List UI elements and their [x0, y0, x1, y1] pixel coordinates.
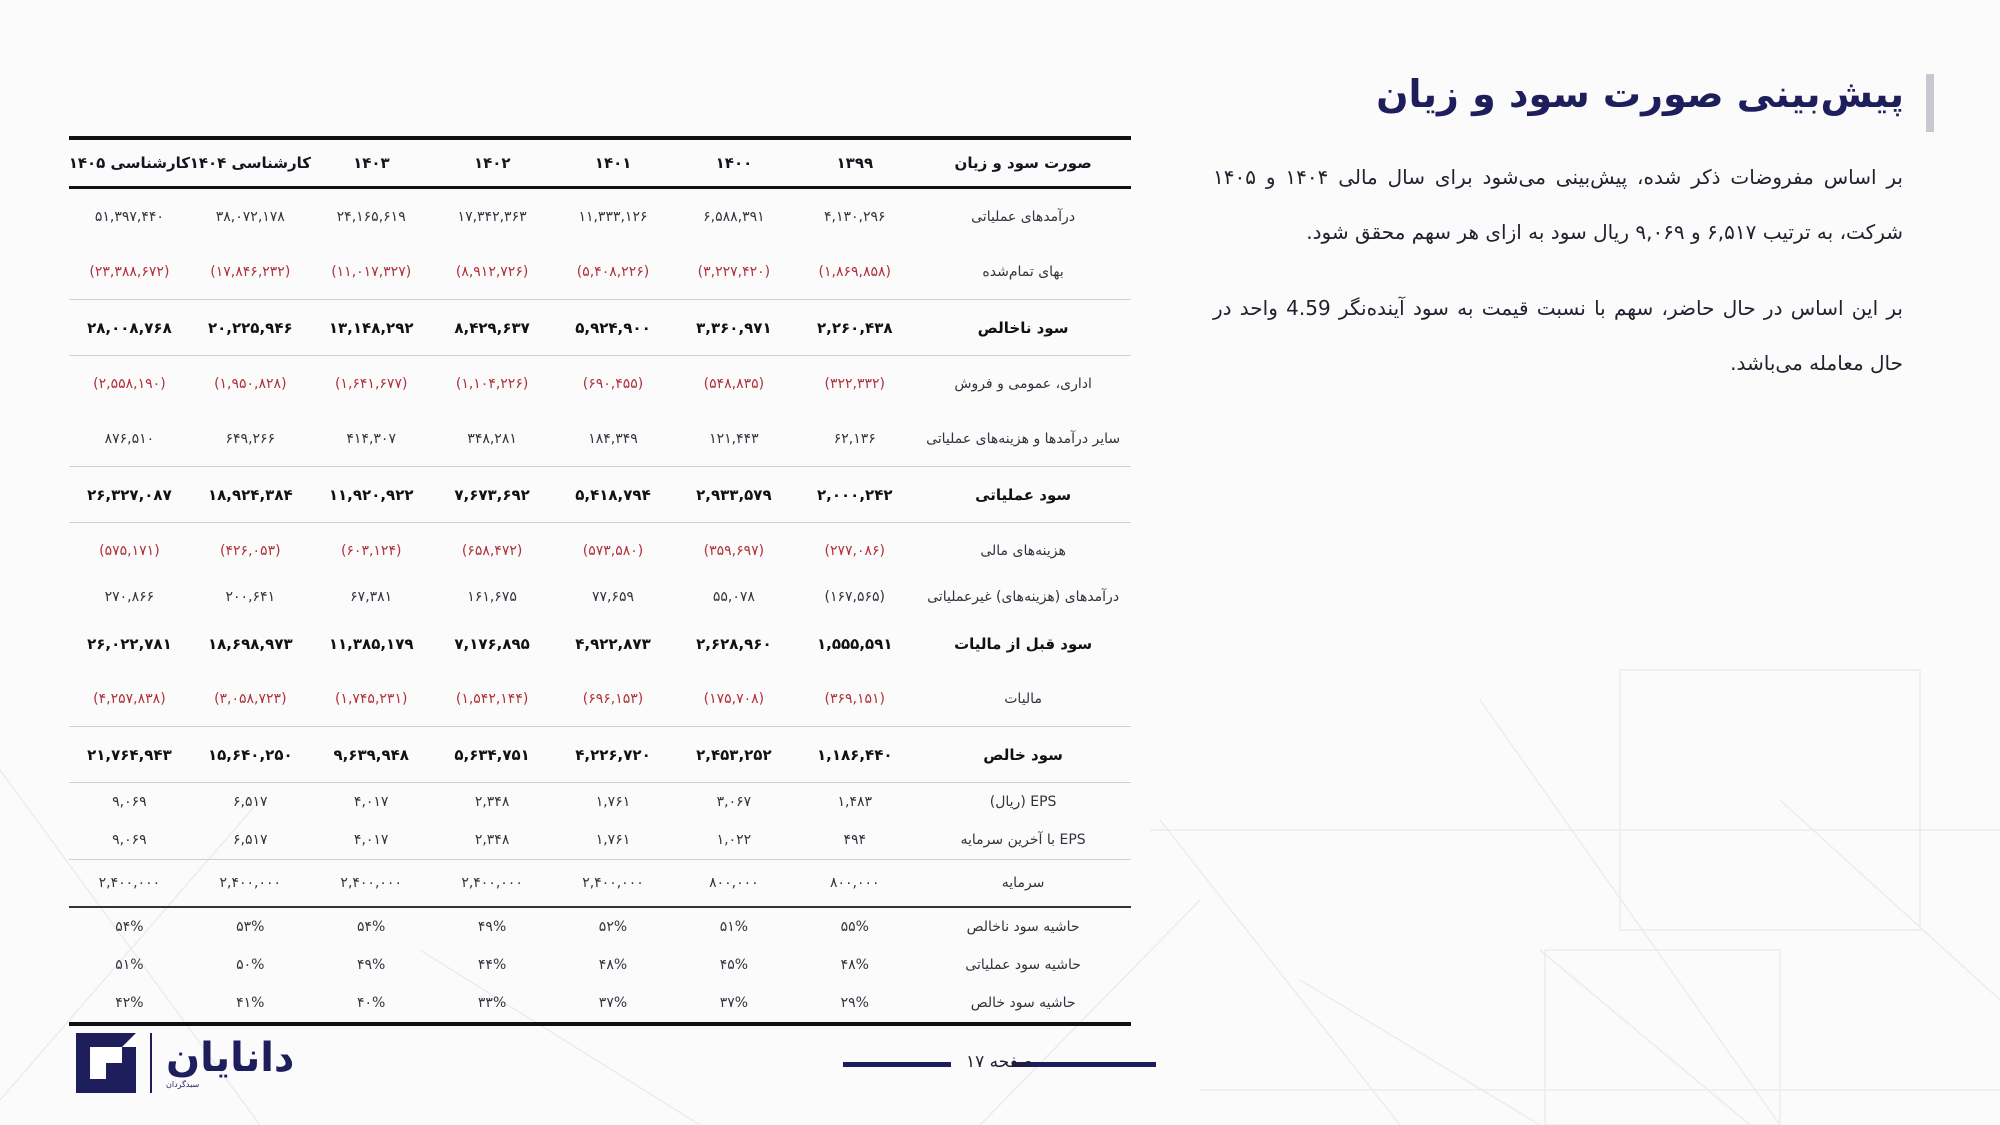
value-cell: ۴۵% — [719, 957, 749, 973]
table-row — [69, 906, 1131, 946]
table-row — [69, 522, 1131, 578]
value-cell: (۵,۴۰۸,۲۲۶) — [576, 263, 650, 280]
row-label: اداری، عمومی و فروش — [954, 375, 1092, 392]
value-cell: ۲,۴۰۰,۰۰۰ — [340, 875, 402, 891]
pe-paragraph: بر این اساس در حال حاضر، سهم با نسبت قیمت به سود آینده‌نگر 4.59 واحد در حال معامله می‌باشد. — [1213, 296, 1904, 375]
row-label: سود ناخالص — [977, 318, 1069, 337]
row-label: حاشیه سود عملیاتی — [965, 957, 1081, 973]
value-cell: (۱,۶۴۱,۶۷۷) — [334, 375, 408, 392]
value-cell: ۴,۹۲۲,۸۷۳ — [575, 634, 651, 653]
value-cell: ۱۷,۳۴۲,۳۶۳ — [457, 208, 527, 225]
header-cell: صورت سود و زیان — [954, 154, 1092, 172]
value-cell: (۵۷۳,۵۸۰) — [582, 542, 644, 559]
header-cell: ۱۴۰۰ — [715, 154, 753, 172]
value-cell: (۳,۰۵۸,۷۲۳) — [214, 690, 287, 707]
row-label: سود عملیاتی — [975, 485, 1072, 504]
value-cell: ۹,۰۶۹ — [112, 794, 147, 810]
value-cell: ۳۸,۰۷۲,۱۷۸ — [215, 208, 285, 225]
value-cell: ۴,۰۱۷ — [353, 794, 389, 810]
value-cell: ۹,۶۳۹,۹۴۸ — [333, 745, 409, 764]
value-cell: ۲۶,۰۲۲,۷۸۱ — [87, 634, 172, 653]
value-cell: ۲,۹۳۳,۵۷۹ — [696, 485, 772, 504]
value-cell: (۳۶۹,۱۵۱) — [824, 690, 886, 707]
title-accent-bar — [1926, 74, 1934, 132]
value-cell: ۴۱% — [236, 995, 265, 1011]
intro-paragraph: بر اساس مفروضات ذکر شده، پیش‌بینی می‌شود برای سال مالی ۱۴۰۴ و ۱۴۰۵ شرکت، به ترتیب ۶,۵۱۷ و ۹,۰۶۹ ریال سود به ازای هر سهم محقق شود. — [1213, 165, 1903, 244]
value-cell: (۴,۲۵۷,۸۳۸) — [93, 690, 166, 707]
value-cell: ۱۵,۶۴۰,۲۵۰ — [207, 745, 293, 764]
value-cell: ۱۳,۱۴۸,۲۹۲ — [328, 318, 414, 337]
value-cell: ۱,۱۸۶,۴۴۰ — [817, 745, 893, 764]
header-cell: کارشناسی ۱۴۰۵ — [68, 154, 190, 172]
value-cell: (۱۷,۸۴۶,۲۳۲) — [210, 263, 291, 280]
row-label: سود قبل از مالیات — [954, 634, 1093, 653]
value-cell: ۶۷,۳۸۱ — [350, 589, 393, 605]
value-cell: ۱۸,۶۹۸,۹۷۳ — [207, 634, 293, 653]
value-cell: (۶۹۶,۱۵۳) — [582, 690, 644, 707]
value-cell: ۲,۰۰۰,۲۴۲ — [817, 485, 893, 504]
value-cell: ۵۵,۰۷۸ — [712, 589, 755, 605]
value-cell: ۴,۱۳۰,۲۹۶ — [823, 208, 886, 225]
value-cell: ۲,۳۴۸ — [474, 794, 510, 810]
value-cell: ۴,۲۲۶,۷۲۰ — [575, 745, 651, 764]
row-label: هزینه‌های مالی — [980, 542, 1066, 559]
row-label: حاشیه سود ناخالص — [966, 919, 1080, 935]
value-cell: ۲۶,۳۲۷,۰۸۷ — [87, 485, 172, 504]
value-cell: ۳۷% — [719, 995, 749, 1011]
value-cell: ۶۲,۱۳۶ — [833, 430, 876, 447]
value-cell: ۴۸% — [598, 957, 628, 973]
value-cell: ۴,۰۱۷ — [353, 832, 389, 848]
table-row — [69, 821, 1131, 859]
value-cell: ۲۰۰,۶۴۱ — [225, 589, 276, 605]
value-cell: ۸۷۶,۵۱۰ — [104, 430, 155, 447]
value-cell: (۱,۹۵۰,۸۲۸) — [214, 375, 287, 392]
table-row — [69, 466, 1131, 522]
value-cell: ۴۴% — [477, 957, 507, 973]
row-label: سایر درآمدها و هزینه‌های عملیاتی — [926, 430, 1121, 447]
value-cell: ۱۸,۹۲۴,۳۸۴ — [207, 485, 293, 504]
logo-name: دانایان — [166, 1034, 295, 1081]
table-row — [69, 411, 1131, 466]
table-row — [69, 671, 1131, 726]
value-cell: (۲۷۷,۰۸۶) — [824, 542, 886, 559]
header-cell: ۱۴۰۱ — [594, 154, 632, 172]
value-cell: ۷,۶۷۳,۶۹۲ — [454, 485, 530, 504]
value-cell: ۲,۴۰۰,۰۰۰ — [461, 875, 523, 891]
value-cell: ۵۲% — [598, 919, 628, 935]
value-cell: (۶۵۸,۴۷۲) — [461, 542, 523, 559]
value-cell: ۱,۷۶۱ — [595, 794, 631, 810]
table-row — [69, 355, 1131, 411]
value-cell: ۸۰۰,۰۰۰ — [709, 875, 759, 891]
value-cell: ۶,۵۱۷ — [233, 832, 268, 848]
row-label: حاشیه سود خالص — [970, 995, 1076, 1011]
table-row — [69, 946, 1131, 984]
value-cell: (۱۱,۰۱۷,۳۲۷) — [331, 263, 412, 280]
value-cell: ۲,۴۰۰,۰۰۰ — [582, 875, 644, 891]
page-number: صفحه ۱۷ — [966, 1052, 1033, 1072]
logo-divider — [150, 1033, 152, 1093]
value-cell: (۱,۸۶۹,۸۵۸) — [818, 263, 891, 280]
value-cell: ۲,۴۰۰,۰۰۰ — [219, 875, 282, 891]
header-cell: ۱۳۹۹ — [836, 154, 874, 172]
value-cell: ۲,۲۶۰,۴۳۸ — [817, 318, 893, 337]
table-row — [69, 578, 1131, 616]
table-row — [69, 244, 1131, 299]
value-cell: ۶,۵۱۷ — [233, 794, 268, 810]
value-cell: (۳۲۲,۳۳۲) — [824, 375, 886, 392]
value-cell: ۵,۴۱۸,۷۹۴ — [575, 485, 651, 504]
table-row — [69, 189, 1131, 244]
value-cell: ۵۴% — [115, 919, 144, 935]
row-label: مالیات — [1004, 690, 1042, 707]
value-cell: ۴۱۴,۳۰۷ — [346, 430, 396, 447]
value-cell: ۳۷% — [598, 995, 628, 1011]
value-cell: ۲۴,۱۶۵,۶۱۹ — [336, 208, 406, 225]
value-cell: ۲۰,۲۲۵,۹۴۶ — [207, 318, 293, 337]
value-cell: ۳,۳۶۰,۹۷۱ — [696, 318, 772, 337]
value-cell: ۲۸,۰۰۸,۷۶۸ — [87, 318, 172, 337]
value-cell: ۲۱,۷۶۴,۹۴۳ — [87, 745, 172, 764]
value-cell: (۸,۹۱۲,۷۲۶) — [455, 263, 529, 280]
value-cell: ۱۱,۳۸۵,۱۷۹ — [328, 634, 414, 653]
value-cell: ۷,۱۷۶,۸۹۵ — [454, 634, 530, 653]
row-label: درآمدهای عملیاتی — [971, 208, 1076, 225]
value-cell: ۶,۵۸۸,۳۹۱ — [703, 208, 765, 225]
header-cell: ۱۴۰۲ — [473, 154, 511, 172]
logo-text-block — [166, 1034, 295, 1089]
row-label: سود خالص — [983, 745, 1063, 764]
table-row — [69, 726, 1131, 782]
row-label: بهای تمام‌شده — [982, 263, 1064, 280]
table-row — [69, 984, 1131, 1022]
value-cell: ۴۲% — [115, 995, 144, 1011]
value-cell: ۷۷,۶۵۹ — [591, 589, 634, 605]
page-title: پیش‌بینی صورت سود و زیان — [1376, 72, 1904, 116]
value-cell: ۴۹% — [477, 919, 507, 935]
value-cell: ۵۰% — [236, 957, 265, 973]
value-cell: ۴۹۴ — [843, 832, 867, 848]
value-cell: (۵۷۵,۱۷۱) — [99, 542, 160, 559]
value-cell: (۴۲۶,۰۵۳) — [220, 542, 281, 559]
value-cell: ۸,۴۲۹,۶۳۷ — [454, 318, 530, 337]
value-cell: (۱۶۷,۵۶۵) — [824, 589, 886, 605]
value-cell: ۹,۰۶۹ — [112, 832, 147, 848]
value-cell: ۴۸% — [840, 957, 869, 973]
value-cell: (۶۹۰,۴۵۵) — [582, 375, 644, 392]
value-cell: (۲۳,۳۸۸,۶۷۲) — [89, 263, 170, 280]
value-cell: (۱,۵۴۲,۱۴۴) — [455, 690, 529, 707]
table-row — [69, 616, 1131, 671]
value-cell: ۱,۷۶۱ — [595, 832, 631, 848]
value-cell: (۱,۷۴۵,۲۳۱) — [334, 690, 408, 707]
footer-line-left — [843, 1062, 951, 1067]
logo-mark-icon — [76, 1033, 136, 1093]
header-cell: ۱۴۰۳ — [353, 154, 390, 172]
value-cell: ۱۲۱,۴۴۳ — [709, 430, 759, 447]
value-cell: (۶۰۳,۱۲۴) — [340, 542, 402, 559]
value-cell: ۴۹% — [357, 957, 386, 973]
value-cell: ۲,۴۵۳,۲۵۲ — [696, 745, 772, 764]
value-cell: ۲,۳۴۸ — [474, 832, 510, 848]
value-cell: ۱,۵۵۵,۵۹۱ — [817, 634, 893, 653]
logo-subtitle: سبدگردان — [166, 1079, 200, 1089]
value-cell: (۲,۵۵۸,۱۹۰) — [93, 375, 166, 392]
value-cell: ۳۳% — [477, 995, 507, 1011]
value-cell: (۵۴۸,۸۳۵) — [703, 375, 765, 392]
value-cell: (۱,۱۰۴,۲۲۶) — [455, 375, 529, 392]
value-cell: ۵۱% — [115, 957, 144, 973]
value-cell: ۵۱,۳۹۷,۴۴۰ — [94, 208, 164, 225]
value-cell: ۵۳% — [236, 919, 265, 935]
value-cell: (۱۷۵,۷۰۸) — [703, 690, 765, 707]
company-logo — [76, 1033, 294, 1093]
value-cell: ۱۱,۹۲۰,۹۲۲ — [328, 485, 414, 504]
table-row — [69, 859, 1131, 906]
value-cell: ۱,۰۲۲ — [716, 832, 752, 848]
value-cell: ۵۴% — [357, 919, 386, 935]
income-statement-table — [69, 136, 1131, 1026]
value-cell: ۳,۰۶۷ — [716, 794, 752, 810]
table-header-row — [69, 140, 1131, 189]
table-row — [69, 299, 1131, 355]
value-cell: ۱۶۱,۶۷۵ — [467, 589, 517, 605]
value-cell: ۱,۴۸۳ — [837, 794, 873, 810]
value-cell: ۱۱,۳۳۳,۱۲۶ — [578, 208, 648, 225]
table-row — [69, 782, 1131, 821]
value-cell: ۵,۹۲۴,۹۰۰ — [575, 318, 651, 337]
value-cell: ۵۵% — [840, 919, 869, 935]
value-cell: ۲,۶۲۸,۹۶۰ — [696, 634, 772, 653]
value-cell: (۳۵۹,۶۹۷) — [703, 542, 765, 559]
footer-line-right — [1012, 1062, 1156, 1067]
row-label: سرمایه — [1001, 875, 1045, 891]
value-cell: ۲,۴۰۰,۰۰۰ — [98, 875, 161, 891]
header-cell: کارشناسی ۱۴۰۴ — [189, 154, 311, 172]
table-body — [69, 189, 1131, 1022]
value-cell: ۲۷۰,۸۶۶ — [104, 589, 155, 605]
value-cell: (۳,۲۲۷,۴۲۰) — [697, 263, 771, 280]
value-cell: ۲۹% — [840, 995, 869, 1011]
value-cell: ۸۰۰,۰۰۰ — [829, 875, 880, 891]
value-cell: ۵,۶۳۴,۷۵۱ — [454, 745, 530, 764]
value-cell: ۳۴۸,۲۸۱ — [467, 430, 517, 447]
value-cell: ۶۴۹,۲۶۶ — [225, 430, 276, 447]
value-cell: ۴۰% — [357, 995, 386, 1011]
row-label: درآمدهای (هزینه‌های) غیرعملیاتی — [927, 589, 1120, 605]
value-cell: ۱۸۴,۳۴۹ — [588, 430, 638, 447]
row-label: EPS با آخرین سرمایه — [960, 832, 1086, 848]
value-cell: ۵۱% — [719, 919, 749, 935]
row-label: EPS (ریال) — [989, 794, 1057, 810]
